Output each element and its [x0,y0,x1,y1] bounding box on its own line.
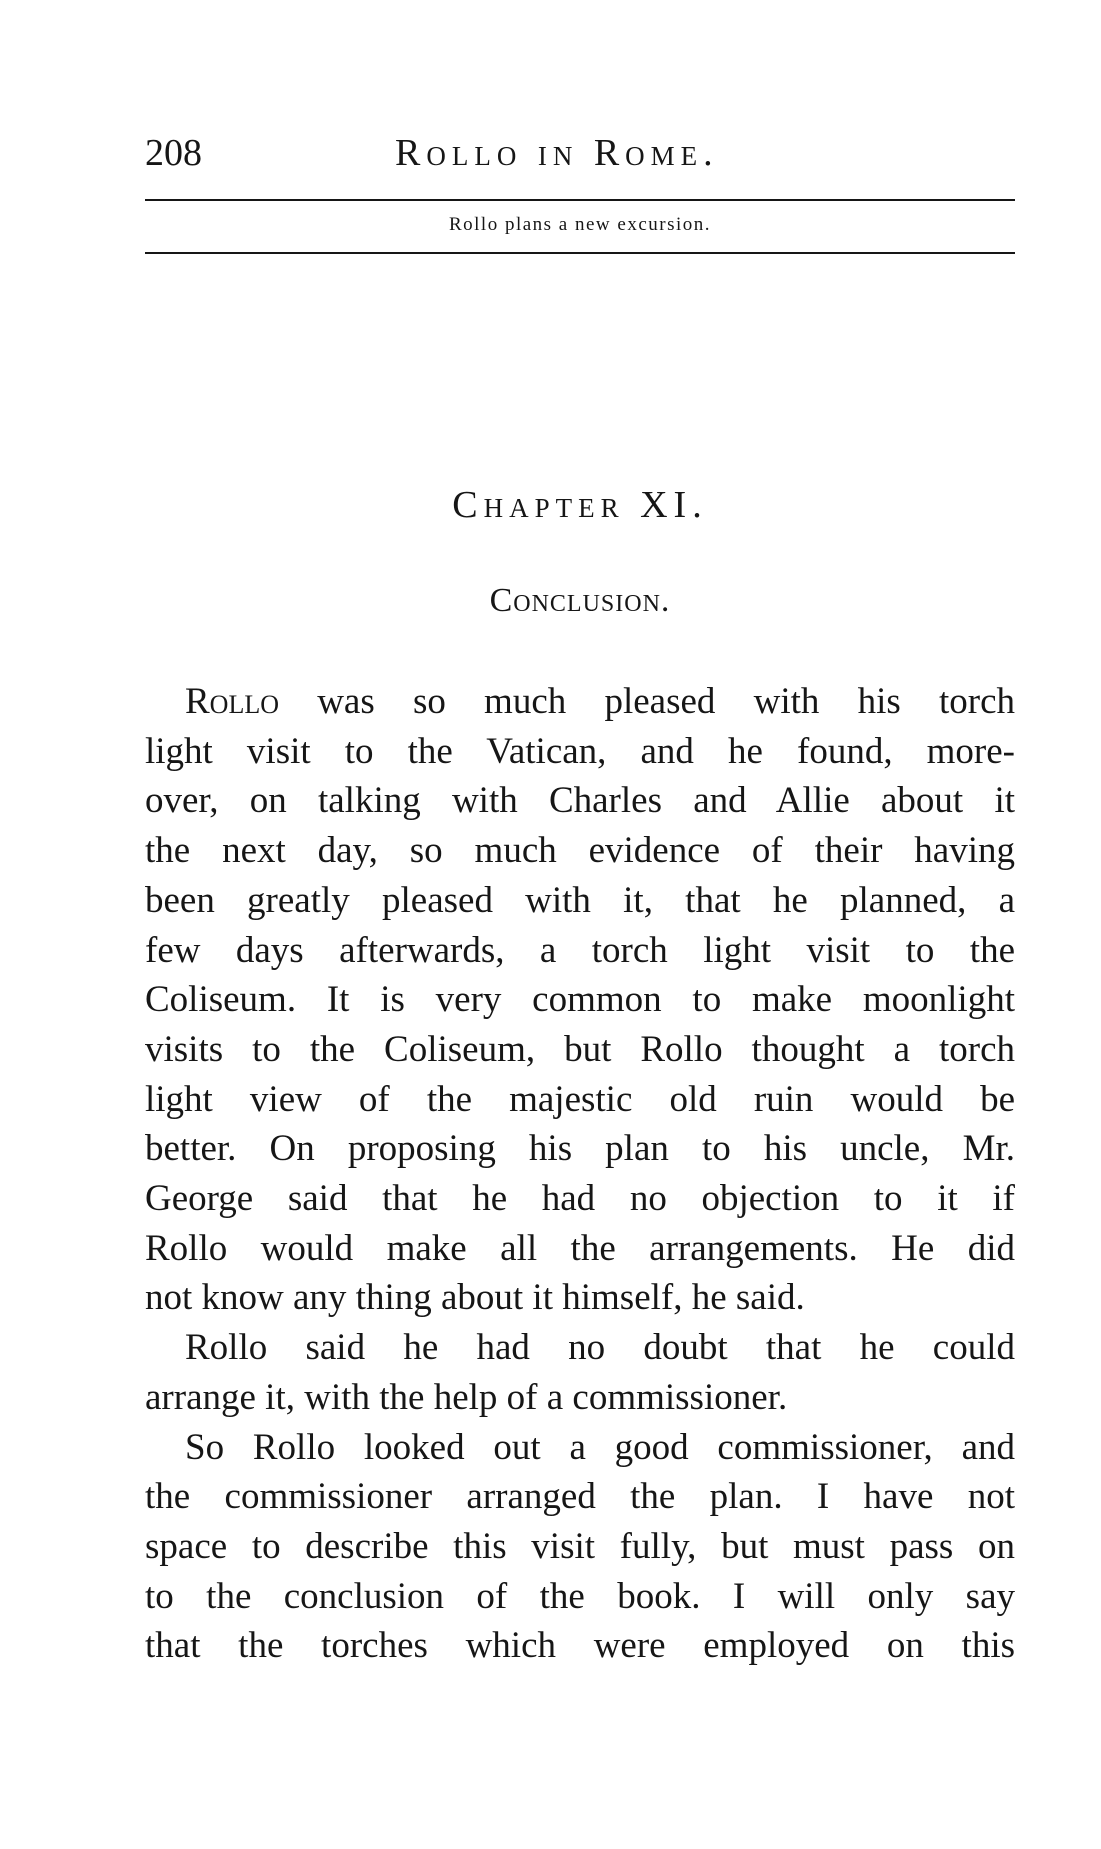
text-line: George said that he had no objection to it if [145,1178,1015,1220]
header-rule-bottom [145,252,1015,254]
lead-word: Rollo [185,681,279,722]
text-line: over, on talking with Charles and Allie about it [145,780,1015,822]
text-line: Rollo was so much pleased with his torch [185,681,1015,722]
text-line: the commissioner arranged the plan. I have not [145,1476,1015,1518]
text-line: Rollo would make all the arrangements. He did [145,1227,1015,1269]
text-line: been greatly pleased with it, that he planned, a [145,879,1015,921]
text-line: better. On proposing his plan to his uncle, Mr. [145,1128,1015,1170]
text-line: the next day, so much evidence of their having [145,830,1015,872]
text-line: Rollo said he had no doubt that he could [185,1327,1015,1369]
text-line: So Rollo looked out a good commissioner, and [185,1426,1015,1468]
page-number: 208 [145,132,202,174]
body-text [145,677,1015,1671]
header-rule-top [145,199,1015,201]
running-head [145,128,1015,178]
text-line: arrange it, with the help of a commissioner. [145,1376,788,1418]
text-line: visits to the Coliseum, but Rollo thought a torch [145,1028,1015,1070]
chapter-heading: Chapter XI. [452,484,708,526]
book-title: Rollo in Rome. [395,132,719,174]
text-line: to the conclusion of the book. I will only say [145,1575,1015,1617]
text-line: light visit to the Vatican, and he found, more- [145,730,1015,772]
text-line: light view of the majestic old ruin would be [145,1078,1015,1120]
text-line: not know any thing about it himself, he said. [145,1277,805,1319]
text-line: few days afterwards, a torch light visit to the [145,929,1015,971]
chapter-subtitle: Conclusion. [489,582,671,619]
text-line: Coliseum. It is very common to make moonlight [145,979,1015,1021]
text-line: that the torches which were employed on this [145,1625,1015,1667]
text-line: space to describe this visit fully, but must pass on [145,1525,1015,1567]
section-caption: Rollo plans a new excursion. [448,214,712,235]
